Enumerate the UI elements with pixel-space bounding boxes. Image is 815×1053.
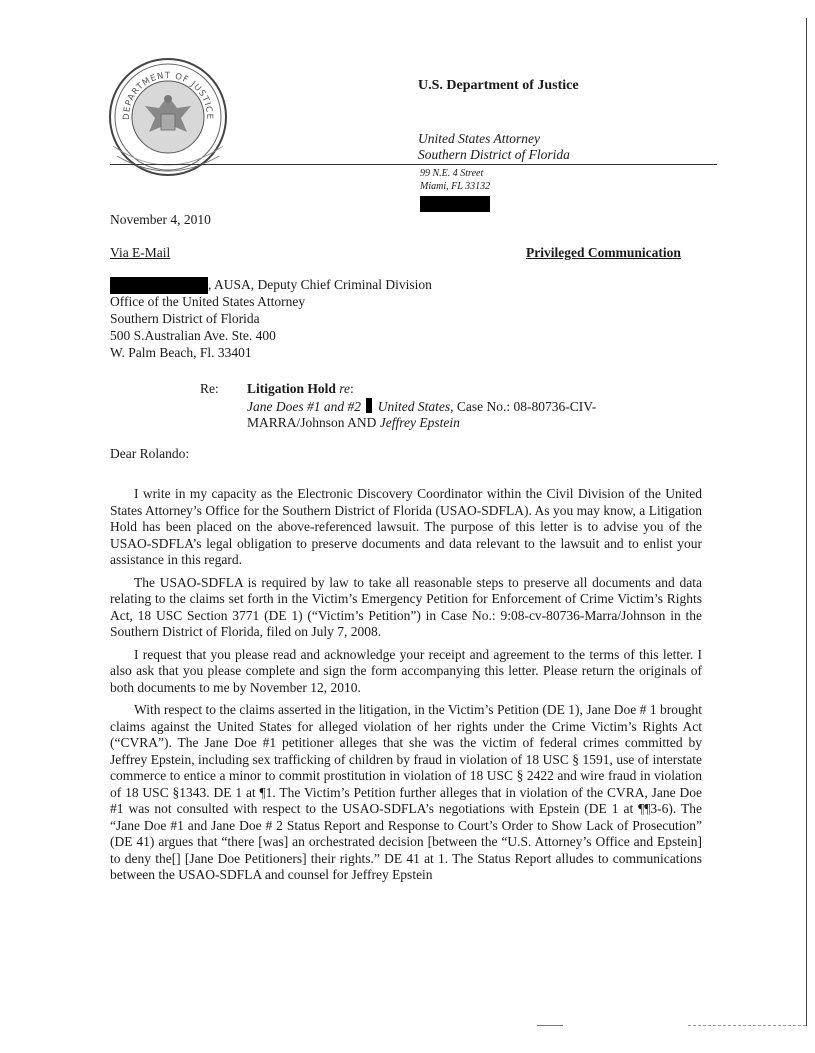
case-line2-name: Jeffrey Epstein xyxy=(379,415,460,430)
redaction-box-recipient xyxy=(110,277,208,294)
office-title: United States Attorney xyxy=(418,131,540,146)
letterhead-rule xyxy=(110,164,717,165)
case-versus: United States xyxy=(377,399,451,414)
recipient-line: 500 S.Australian Ave. Ste. 400 xyxy=(110,328,276,343)
re-case-line-1 xyxy=(247,398,596,415)
recipient-line: Southern District of Florida xyxy=(110,311,260,326)
salutation: Dear Rolando: xyxy=(110,446,190,461)
body-paragraph: I write in my capacity as the Electronic Discovery Coordinator within the Civil Division of the United States Attorney’s Office for the Southern District of Florida (USAO-SDFLA). As you may know, a Litigation Hold has been placed on the above-referenced lawsuit. The purpose of this letter is to advise you of the USAO-SDFLA’s legal obligation to preserve documents and data relevant to the lawsuit and to enlist your assistance in this regard. xyxy=(110,486,702,567)
letter-body xyxy=(110,486,702,890)
recipient-line: W. Palm Beach, Fl. 33401 xyxy=(110,345,252,360)
privileged-label: Privileged Communication xyxy=(526,245,681,260)
svg-text:DEPARTMENT OF JUSTICE: DEPARTMENT OF JUSTICE xyxy=(121,70,215,121)
delivery-method: Via E-Mail xyxy=(110,245,171,260)
recipient-line: Office of the United States Attorney xyxy=(110,294,306,309)
scan-footer-mark xyxy=(688,1025,806,1026)
re-colon: : xyxy=(350,381,354,396)
re-label: Re: xyxy=(200,381,219,396)
scan-edge-line xyxy=(806,18,807,1026)
re-subject xyxy=(247,381,354,397)
doj-seal-image xyxy=(107,56,229,178)
body-paragraph: The USAO-SDFLA is required by law to take all reasonable steps to preserve all documents and data relating to the claims set forth in the Victim’s Emergency Petition for Enforcement of Crime Victim’s Rights Act, 18 USC Section 3771 (DE 1) (“Victim’s Petition”) in Case No.: 9:08-cv-80736-Marra/Johnson in the Southern District of Florida, filed on July 7, 2008. xyxy=(110,574,702,639)
agency-name: U.S. Department of Justice xyxy=(418,78,579,93)
body-paragraph: With respect to the claims asserted in the litigation, in the Victim’s Petition (DE 1), Jane Doe # 1 brought claims against the United States for alleged violation of her rights under the Crime Victim’s Rights Act (“CVRA”). The Jane Doe #1 petitioner alleges that she was the victim of federal crimes committed by Jeffrey Epstein, including sex trafficking of children by fraud in violation of 18 USC § 1591, use of interstate commerce to entice a minor to commit prostitution in violation of 18 USC § 2422 and wire fraud in violation of 18 USC §1343. DE 1 at ¶1. The Victim’s Petition further alleges that in violation of the CVRA, Jane Doe #1 was not consulted with respect to the USAO-SDFLA’s negotiations with Epstein (DE 1 at ¶¶3-6). The “Jane Doe #1 and Jane Doe # 2 Status Report and Response to Court’s Order to Show Lack of Prosecution” (DE 41) argues that “there [was] an orchestrated decision [between the “U.S. Attorney’s Office and Epstein] to deny the[] [Jane Doe Petitioners] their rights.” DE 41 at 1. The Status Report alludes to communications between the USAO-SDFLA and counsel for Jeffrey Epstein xyxy=(110,702,702,882)
case-number: , Case No.: 08-80736-CIV- xyxy=(450,399,597,414)
office-district: Southern District of Florida xyxy=(418,147,570,162)
re-case-line-2 xyxy=(247,415,460,431)
scan-footer-mark xyxy=(537,1025,563,1026)
redaction-box-address xyxy=(420,196,490,212)
re-italic: re xyxy=(339,381,351,396)
address-street: 99 N.E. 4 Street xyxy=(420,168,484,179)
re-hold-title: Litigation Hold xyxy=(247,381,336,396)
letter-date: November 4, 2010 xyxy=(110,212,211,227)
body-paragraph: I request that you please read and acknowledge your receipt and agreement to the terms of this letter. I also ask that you please complete and sign the form accompanying this letter. Please return the originals of both documents to me by November 12, 2010. xyxy=(110,646,702,695)
redaction-box-case xyxy=(366,398,372,413)
case-parties: Jane Does #1 and #2 xyxy=(247,399,361,414)
address-city: Miami, FL 33132 xyxy=(420,181,491,192)
recipient-title: , AUSA, Deputy Chief Criminal Division xyxy=(208,277,432,292)
case-line2-text: MARRA/Johnson AND xyxy=(247,415,380,430)
